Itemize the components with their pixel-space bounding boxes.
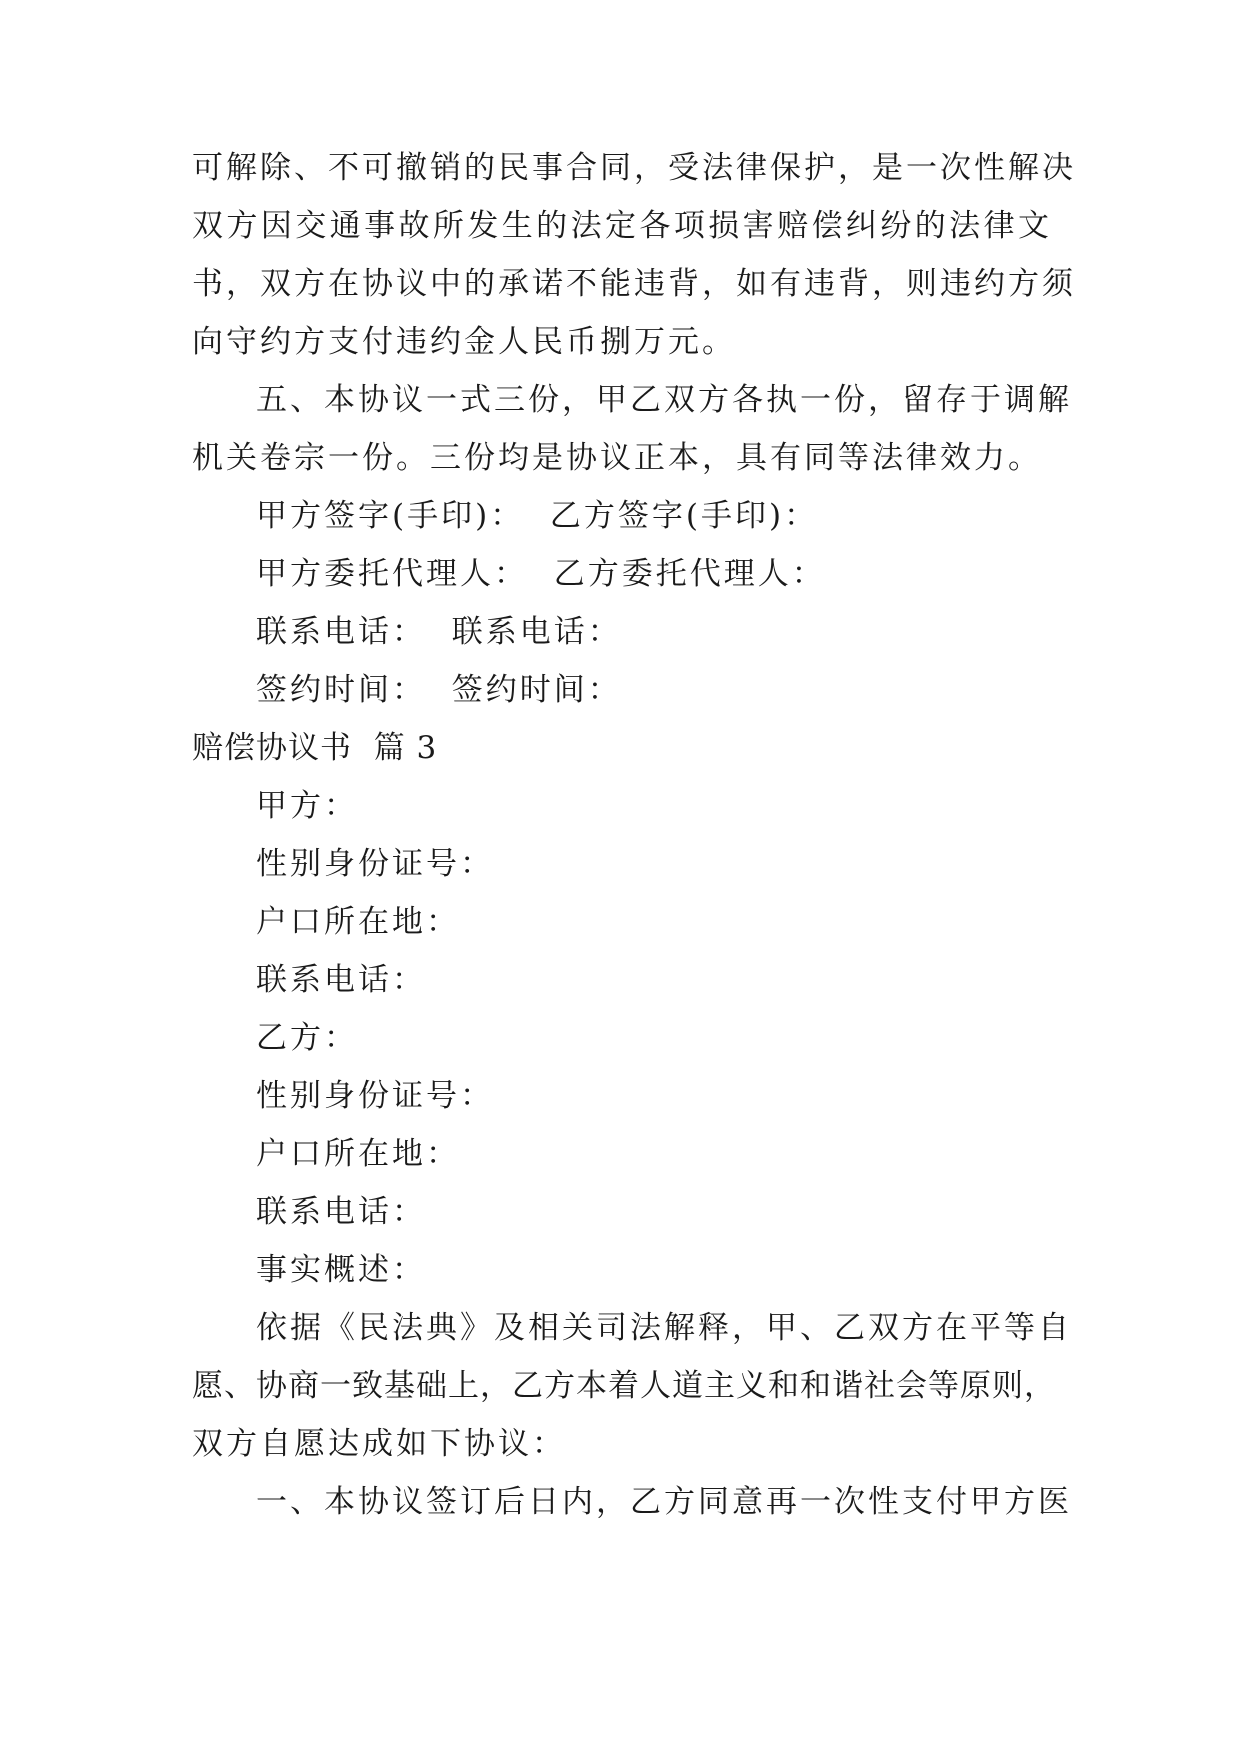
field-label: 事实概述： bbox=[256, 1252, 426, 1288]
paragraph-line: 双方自愿达成如下协议： bbox=[192, 1426, 566, 1462]
paragraph-line: 机关卷宗一份。三份均是协议正本，具有同等法律效力。 bbox=[192, 440, 1042, 476]
field-label: 乙方： bbox=[256, 1020, 358, 1056]
field-label: 性别身份证号： bbox=[256, 846, 494, 882]
paragraph-line: 一、本协议签订后日内，乙方同意再一次性支付甲方医 bbox=[256, 1484, 1072, 1520]
section-heading: 赔偿协议书 篇 3 bbox=[192, 730, 438, 766]
field-label: 甲方： bbox=[256, 788, 358, 824]
agent-line: 甲方委托代理人： 乙方委托代理人： bbox=[256, 556, 826, 592]
paragraph-line: 依据《民法典》及相关司法解释，甲、乙双方在平等自 bbox=[256, 1310, 1072, 1346]
field-label: 联系电话： bbox=[256, 1194, 426, 1230]
paragraph-line: 五、本协议一式三份，甲乙双方各执一份，留存于调解 bbox=[256, 382, 1072, 418]
paragraph-line: 双方因交通事故所发生的法定各项损害赔偿纠纷的法律文 bbox=[192, 208, 1052, 244]
field-label: 户口所在地： bbox=[256, 904, 460, 940]
paragraph-line: 向守约方支付违约金人民币捌万元。 bbox=[192, 324, 736, 360]
paragraph-line: 愿、协商一致基础上，乙方本着人道主义和和谐社会等原则， bbox=[192, 1368, 1056, 1404]
paragraph-line: 书，双方在协议中的承诺不能违背，如有违背，则违约方须 bbox=[192, 266, 1076, 302]
phone-line: 联系电话： 联系电话： bbox=[256, 614, 622, 650]
signature-line: 甲方签字(手印)： 乙方签字(手印)： bbox=[256, 498, 819, 534]
field-label: 联系电话： bbox=[256, 962, 426, 998]
date-line: 签约时间： 签约时间： bbox=[256, 672, 622, 708]
field-label: 性别身份证号： bbox=[256, 1078, 494, 1114]
field-label: 户口所在地： bbox=[256, 1136, 460, 1172]
paragraph-line: 可解除、不可撤销的民事合同，受法律保护，是一次性解决 bbox=[192, 150, 1076, 186]
